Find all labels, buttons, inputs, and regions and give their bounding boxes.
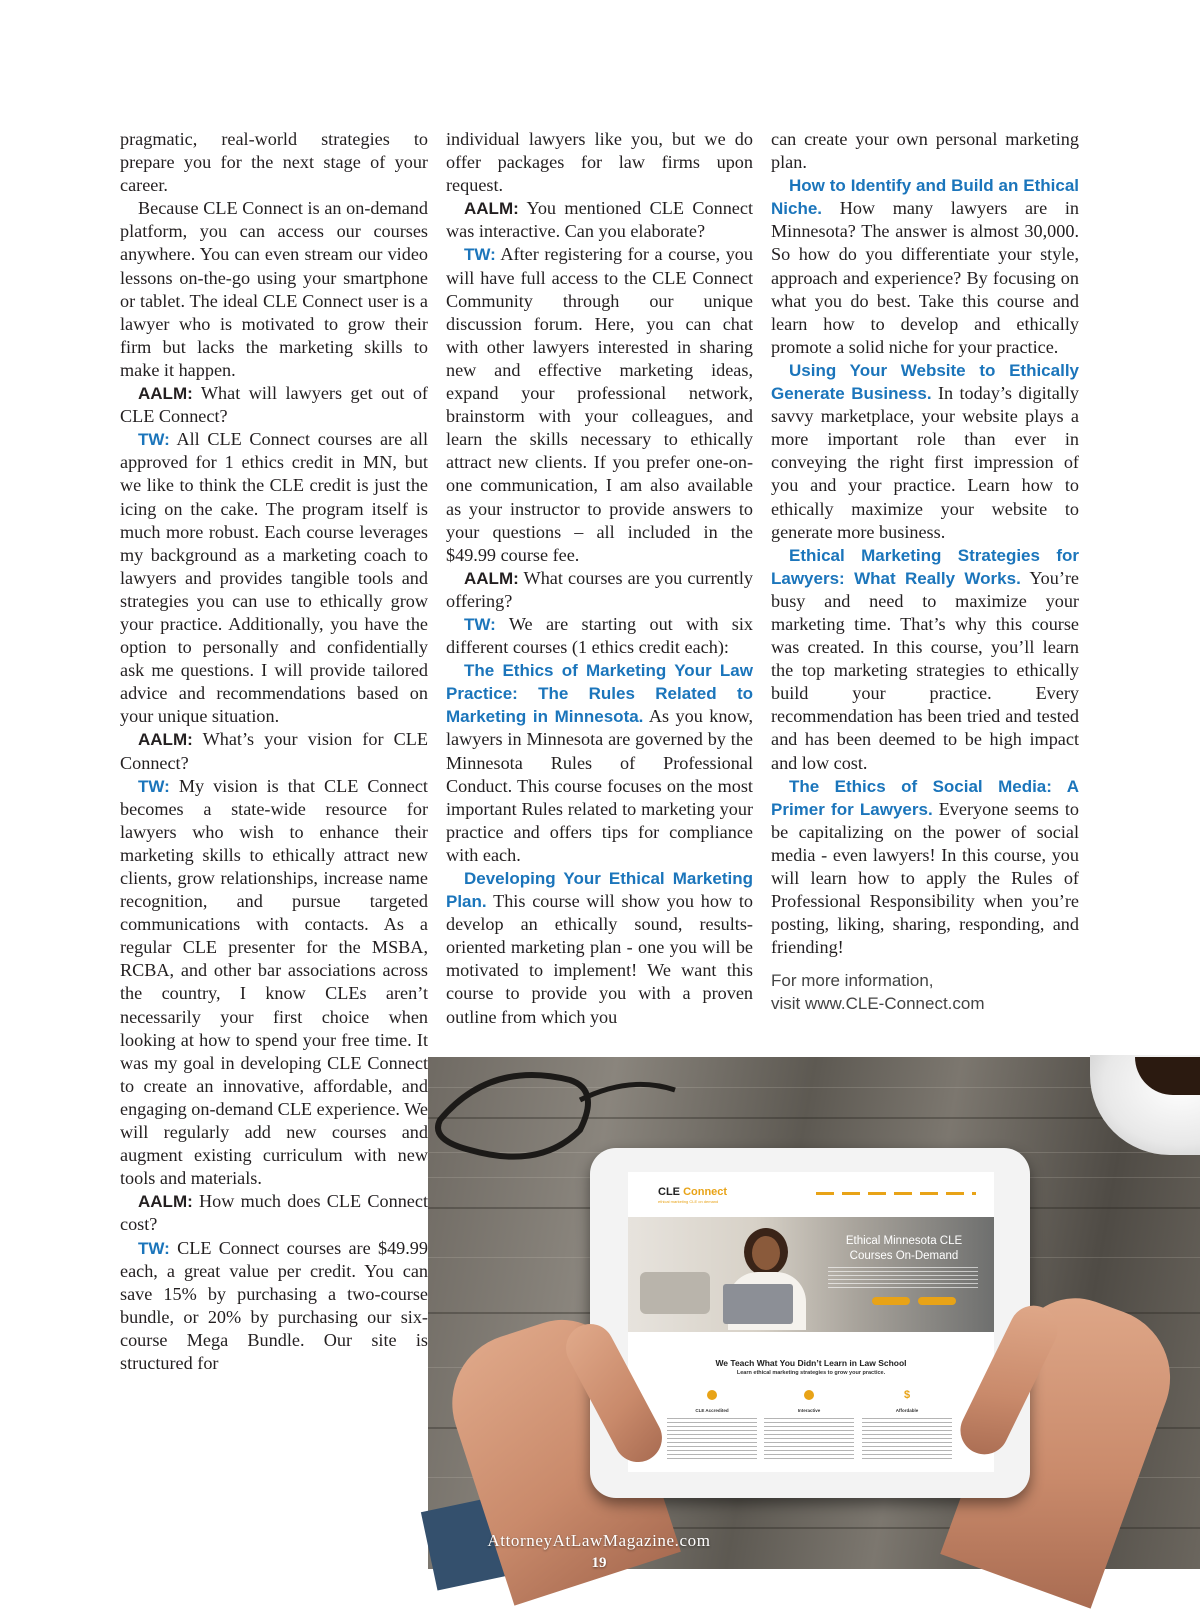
answer-text: All CLE Connect courses are all approved for 1 ethics credit in MN, but we like to think the CLE credit is just the icing on the cake. The program itself is much more robust. Each course leverages my background as a marketing coach to lawyers and provides tangible tools and strategies you can use to ethically grow your practice. Additionally, you have the option to personally and confidentially ask me questions. I will provide tailored advice and recommendations based on your unique situation. [120,429,428,727]
feature-title: Interactive [797,1408,821,1413]
screen-heading: We Teach What You Didn’t Learn in Law School [715,1358,907,1368]
question-text: How much does CLE Connect cost? [120,1191,428,1235]
speaker-label: AALM: [138,1192,193,1212]
website-link[interactable]: visit www.CLE-Connect.com [771,994,985,1014]
question-text: What will lawyers get out of CLE Connect? [120,383,428,427]
question-text: You mentioned CLE Connect was interactive. Can you elaborate? [446,198,754,242]
paragraph: Because CLE Connect is an on-demand platform, you can access our courses anywhere. You can even stream our video lessons on-the-go using your smartphone or tablet. The ideal CLE Connect user is a lawyer who is motivated to grow their firm but lacks the marketing skills to make it happen. [120,198,428,380]
question-text: What’s your vision for CLE Connect? [120,729,428,773]
article-column-1 [120,128,428,1375]
speaker-label: TW: [138,430,170,450]
course-title: Ethical Marketing Strategies for Lawyers: What Really Works. [771,545,1079,588]
course-text: As you know, lawyers in Minnesota are governed by the Minnesota Rules of Professional Conduct. This course focuses on the most important Rules related to marketing your practice and offers tips for compliance with each. [446,706,754,865]
hero-button [872,1297,910,1305]
site-nav [816,1192,976,1195]
question [446,197,753,243]
chat-icon [804,1390,814,1400]
answer [446,613,753,659]
course-description [446,867,753,1029]
tablet-screen [628,1172,994,1472]
course-description [446,659,753,867]
speaker-label: TW: [138,1238,170,1258]
logo-accent-text: Connect [683,1186,728,1198]
answer-text: My vision is that CLE Connect becomes a state-wide resource for lawyers who wish to enhance their marketing skills to ethically attract new clients, grow relationships, increase name recognition, and pursue targeted communications with contacts. As a regular CLE presenter for the MSBA, RCBA, and other bar associations across the country, I know CLEs aren’t necessarily your first choice when looking at how to spend your free time. It was my goal in developing CLE Connect to create an innovative, affordable, and engaging on-demand CLE experience. We will regularly add new courses and augment existing curriculum with new tools and materials. [120,775,428,1189]
course-text: Everyone seems to be capitalizing on the power of social media - even lawyers! In this course, you will learn how to apply the Rules of Professional Responsibility when you’re posting, liking, sharing, responding, and friending! [771,798,1079,958]
article-column-3 [771,128,1079,1015]
feature-title: CLE Accredited [695,1408,729,1413]
hero-title-line: Courses On-Demand [849,1250,959,1262]
cle-connect-logo [658,1186,727,1198]
course-text: How many lawyers are in Minnesota? The answer is almost 30,000. So how do you differentiate your style, approach and experience? By focusing on what you do best. Take this course and learn how to develop and ethically promote a solid niche for your practice. [771,198,1079,357]
answer [120,1237,428,1376]
feature-text [667,1418,757,1462]
hero-person-face [752,1236,780,1270]
hero-title [824,1234,984,1264]
answer [446,243,753,566]
question-text: What courses are you currently offering? [446,567,754,611]
question [120,1190,428,1236]
question [120,382,428,428]
dollar-icon: $ [903,1389,911,1401]
course-title: The Ethics of Marketing Your Law Practice: The Rules Related to Marketing in Minnesota. [446,661,753,727]
course-description [771,174,1079,359]
answer-text: After registering for a course, you will have full access to the CLE Connect Community through our unique discussion forum. Here, you can chat with other lawyers interested in sharing new and effective marketing ideas, expand your professional network, brainstorm with your colleagues, and learn the skills necessary to ethically attract new clients. If you prefer one-on-one communication, I am also available as your instructor to provide answers to your questions – all included in the $49.99 course fee. [446,244,753,565]
question [446,567,753,613]
more-info-line: For more information, [771,971,934,991]
paragraph: individual lawyers like you, but we do offer packages for law firms upon request. [446,129,753,196]
magazine-website: AttorneyAtLawMagazine.com [487,1531,711,1550]
course-text: In today’s digitally savvy marketplace, your website plays a more important role than ever in conveying the right first impression of you and your practice. Learn how to ethically maximize your website to generate more business. [771,383,1079,542]
hero-title-line: Ethical Minnesota CLE [845,1235,963,1247]
course-text: You’re busy and need to maximize your marketing time. That’s why this course was created. In this course, you’ll learn the top marketing strategies to ethically build your practice. Every recommendation has been tried and tested and has been deemed to be high impact and low cost. [771,567,1079,773]
logo-text: CLE [658,1186,684,1198]
answer-text: We are starting out with six different courses (1 ethics credit each): [446,613,754,658]
paragraph: pragmatic, real-world strategies to prepare you for the next stage of your career. [120,129,428,196]
speaker-label: TW: [138,776,170,796]
speaker-label: AALM: [464,568,519,588]
hero-body-text [828,1267,978,1289]
course-title: Developing Your Ethical Marketing Plan. [446,869,753,912]
course-title: How to Identify and Build an Ethical Niche. [771,176,1079,219]
page-number: 19 [591,1555,607,1571]
course-text: This course will show you how to develop an ethically sound, results-oriented marketing plan - one you will be motivated to implement! We want this course to provide you with a proven outline from which you [446,891,753,1027]
article-column-2 [446,128,753,1029]
answer [120,428,428,728]
hero-laptop [723,1284,793,1324]
speaker-label: TW: [464,245,496,265]
paragraph: can create your own personal marketing plan. [771,129,1079,173]
feature-text [862,1418,952,1462]
hero-button [918,1297,956,1305]
course-title: Using Your Website to Ethically Generate Business. [771,360,1079,404]
question [120,728,428,774]
answer-text: CLE Connect courses are $49.99 each, a great value per credit. You can save 15% by purchasing a two-course bundle, or 20% by purchasing our six-course Mega Bundle. Our site is structured for [120,1237,428,1373]
answer [120,775,428,1191]
hero-sofa [640,1272,710,1314]
course-description [771,544,1079,775]
more-info-note [771,969,1079,1015]
speaker-label: TW: [464,614,496,634]
sun-icon [707,1390,717,1400]
speaker-label: AALM: [138,384,193,404]
speaker-label: AALM: [464,199,519,219]
course-title: The Ethics of Social Media: A Primer for Lawyers. [771,776,1079,819]
screen-subheading: Learn ethical marketing strategies to grow your practice. [736,1370,886,1376]
speaker-label: AALM: [138,730,193,750]
course-description [771,359,1079,544]
feature-title: Affordable [895,1408,919,1413]
feature-text [764,1418,854,1462]
logo-tagline: ethical marketing CLE on demand [658,1199,719,1204]
course-description [771,775,1079,960]
